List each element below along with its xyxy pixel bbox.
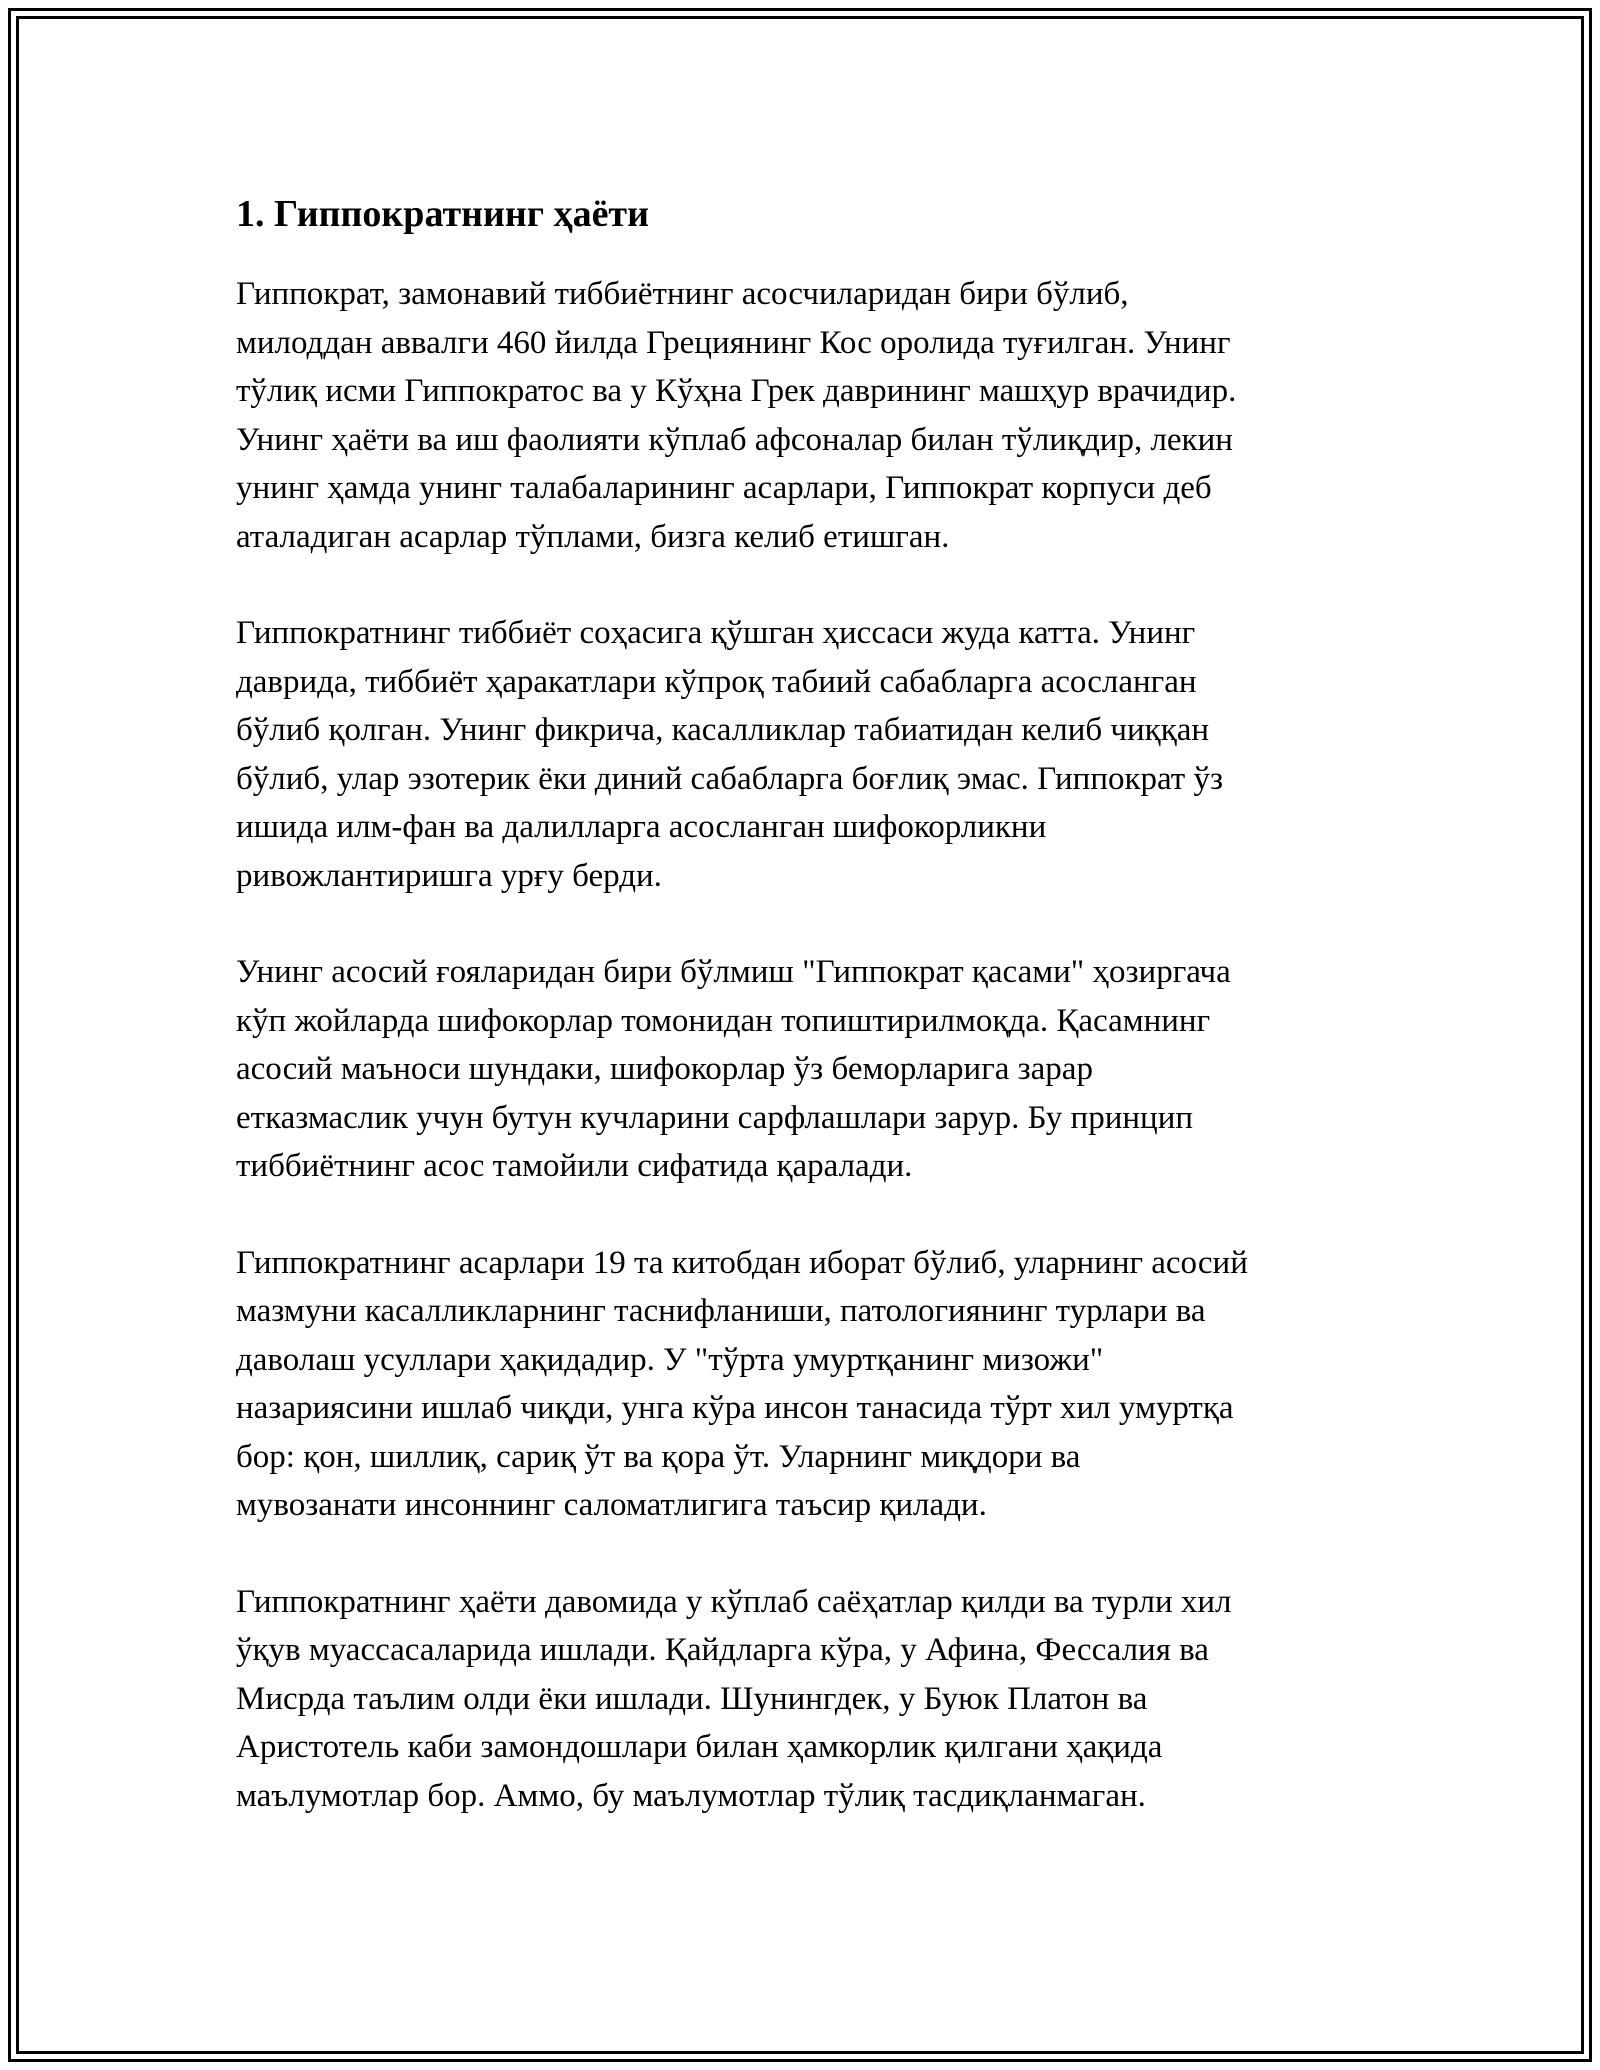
section-heading: 1. Гиппократнинг ҳаёти bbox=[236, 193, 649, 235]
paragraph-1: Гиппократ, замонавий тиббиётнинг асосчиларидан бири бўлиб, милоддан аввалги 460 йилда Грециянинг Кос оролида туғилган. Унинг тўлиқ исми Гиппократос ва у Кўҳна Грек даврининг машҳур врачидир. Унинг ҳаёти ва иш фаолияти кўплаб афсоналар билан тўлиқдир, лекин унинг ҳамда унинг талабаларининг асарлари, Гиппократ корпуси деб аталадиган асарлар тўплами, бизга келиб етишган. bbox=[236, 276, 1237, 555]
paragraph-5: Гиппократнинг ҳаёти давомида у кўплаб саёҳатлар қилди ва турли хил ўқув муассасаларида ишлади. Қайдларга кўра, у Афина, Фессалия ва Мисрда таълим олди ёки ишлади. Шунингдек, у Буюк Платон ва Аристотель каби замондошлари билан ҳамкорлик қилгани ҳақида маълумотлар бор. Аммо, бу маълумотлар тўлиқ тасдиқланмаган. bbox=[236, 1583, 1232, 1814]
paragraph-4: Гиппократнинг асарлари 19 та китобдан иборат бўлиб, уларнинг асосий мазмуни касалликларнинг таснифланиши, патологиянинг турлари ва даволаш усуллари ҳақидадир. У "тўрта умуртқанинг мизожи" назариясини ишлаб чиқди, унга кўра инсон танасида тўрт хил умуртқа бор: қон, шиллиқ, сариқ ўт ва қора ўт. Уларнинг миқдори ва мувозанати инсоннинг саломатлигига таъсир қилади. bbox=[236, 1244, 1248, 1523]
paragraph-2: Гиппократнинг тиббиёт соҳасига қўшган ҳиссаси жуда катта. Унинг даврида, тиббиёт ҳаракатлари кўпроқ табиий сабабларга асосланган бўлиб қолган. Унинг фикрича, касалликлар табиатидан келиб чиққан бўлиб, улар эзотерик ёки диний сабабларга боғлиқ эмас. Гиппократ ўз ишида илм-фан ва далилларга асосланган шифокорликни ривожлантиришга урғу берди. bbox=[236, 615, 1224, 894]
document-body bbox=[236, 186, 1386, 1868]
paragraph-3: Унинг асосий ғояларидан бири бўлмиш "Гиппократ қасами" ҳозиргача кўп жойларда шифокорлар томонидан топиштирилмоқда. Қасамнинг асосий маъноси шундаки, шифокорлар ўз беморларига зарар етказмаслик учун бутун кучларини сарфлашлари зарур. Бу принцип тиббиётнинг асос тамойили сифатида қаралади. bbox=[236, 954, 1231, 1184]
